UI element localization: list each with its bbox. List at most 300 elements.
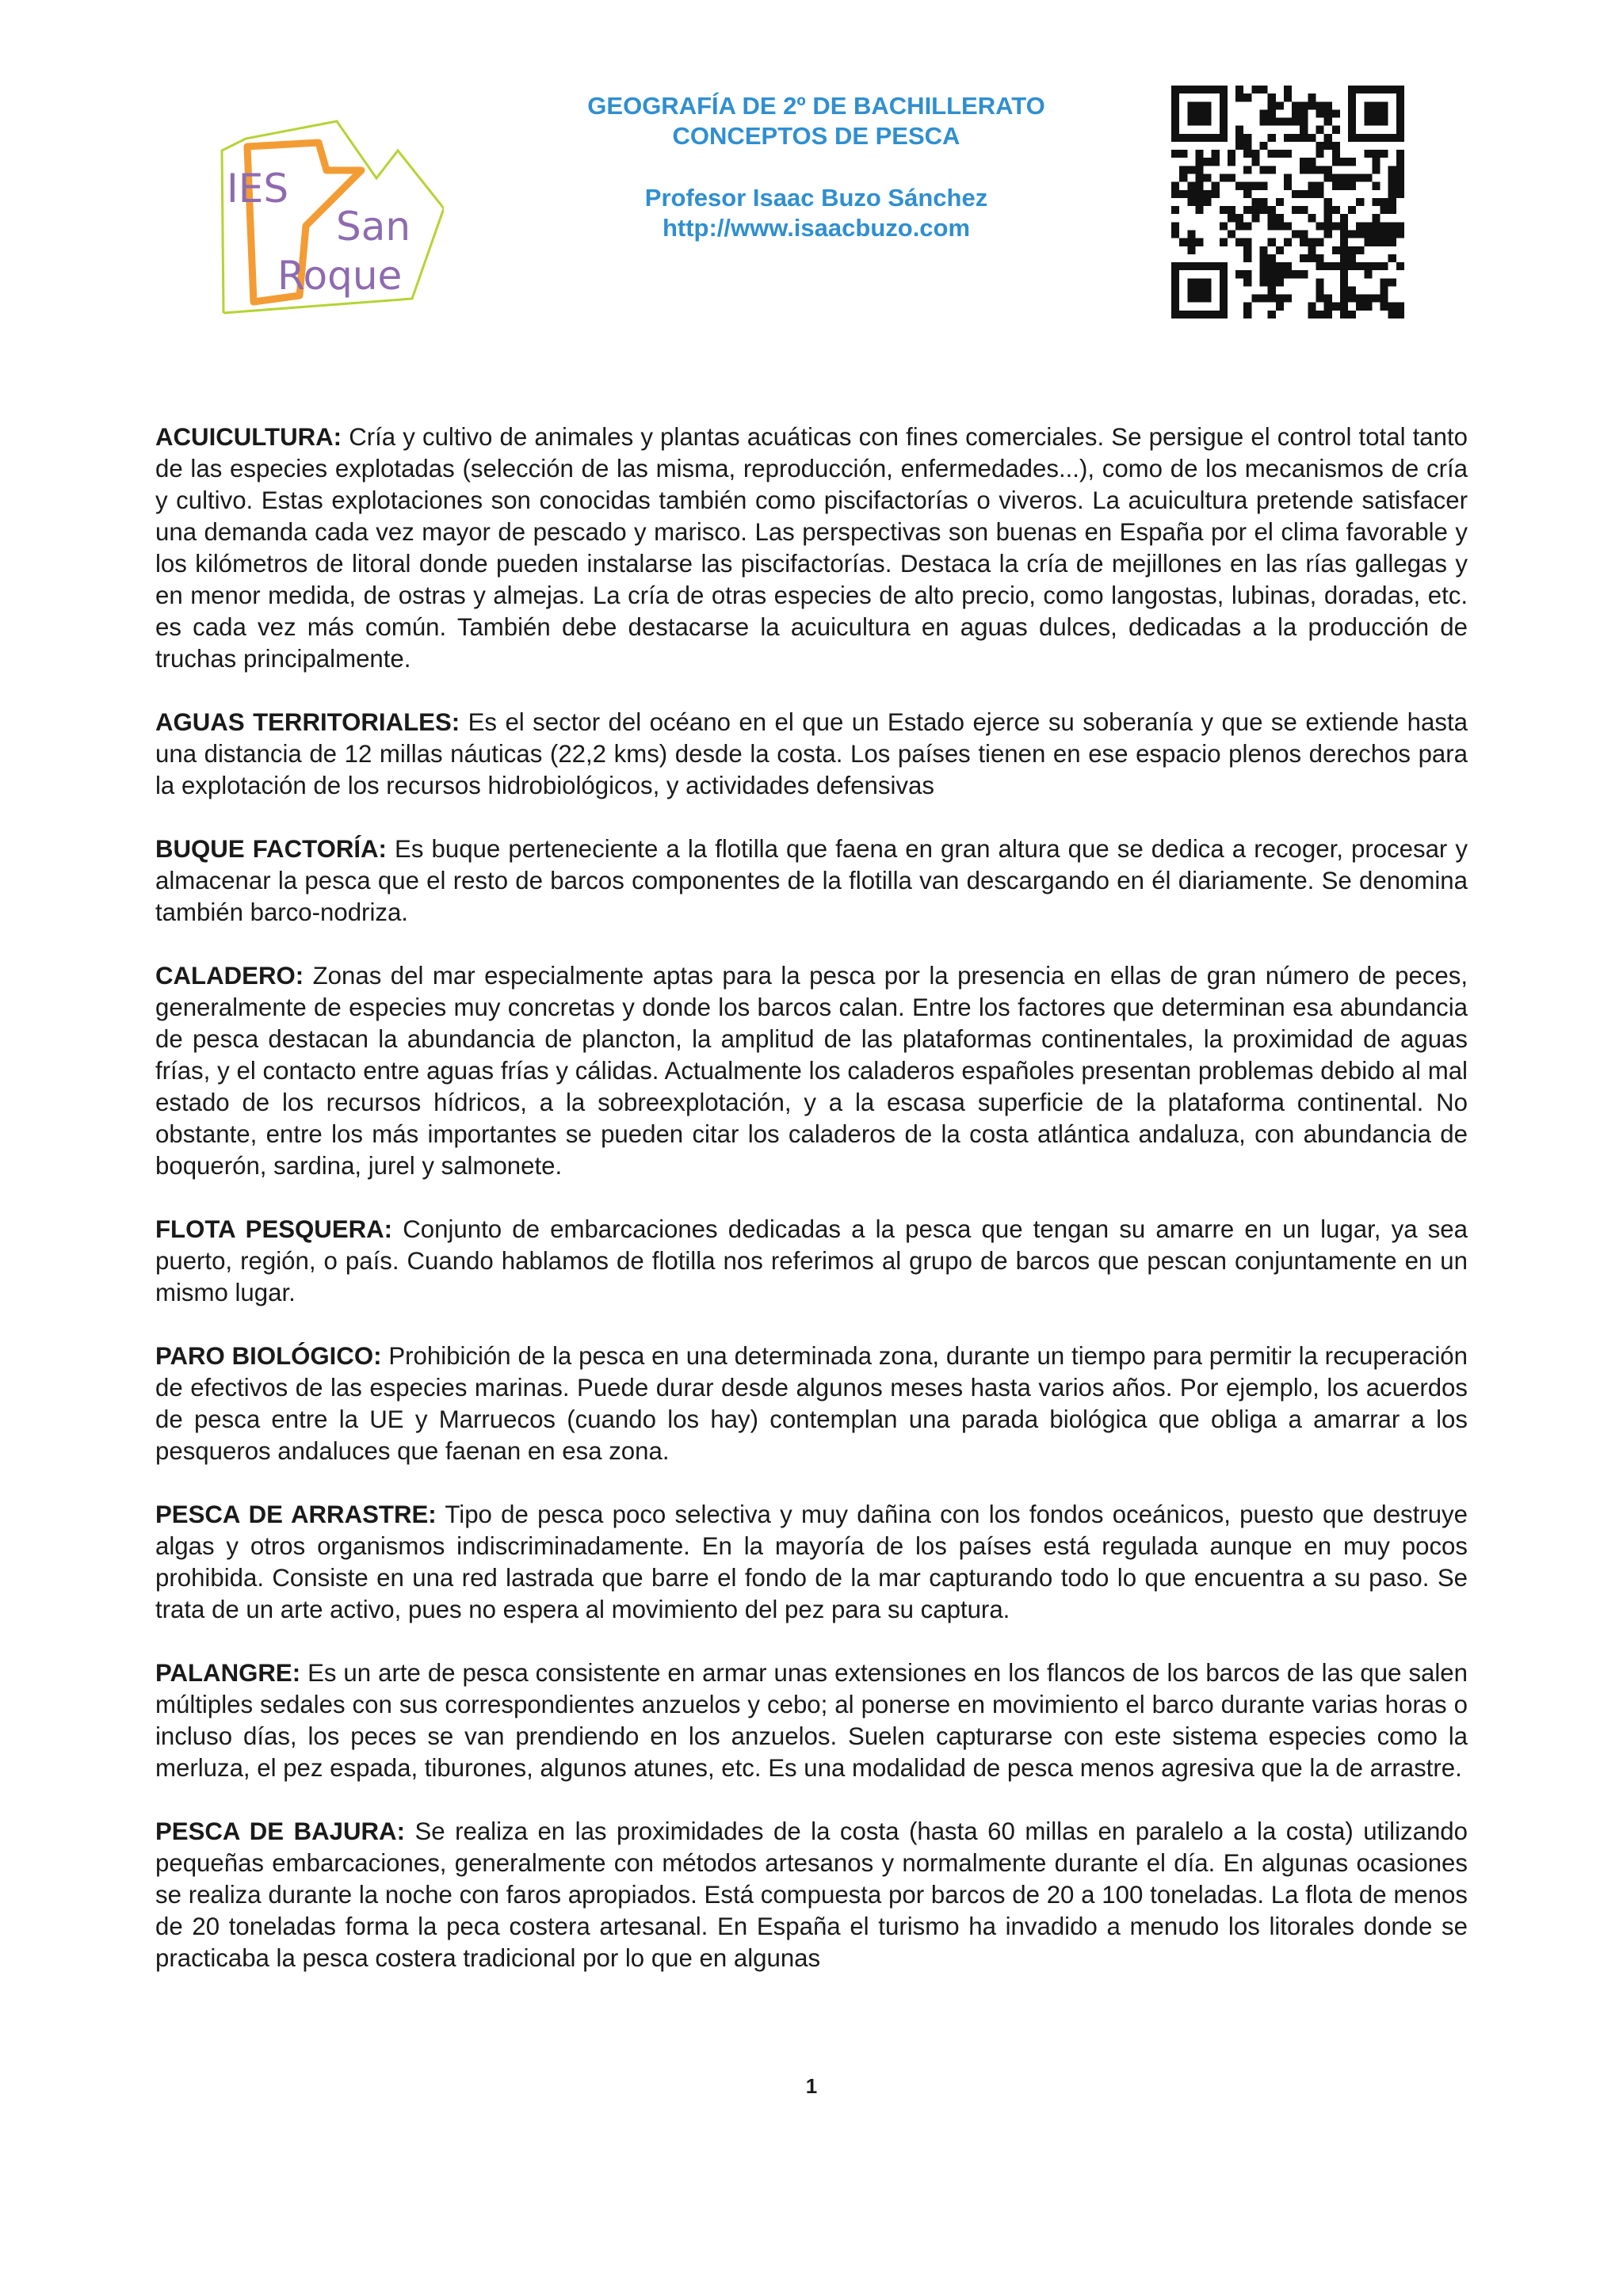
qr-module <box>1316 262 1323 270</box>
qr-module <box>1260 246 1268 254</box>
qr-module <box>1364 174 1372 182</box>
qr-module <box>1356 262 1364 270</box>
qr-module <box>1396 303 1404 311</box>
qr-module <box>1332 174 1340 182</box>
qr-module <box>1260 109 1268 117</box>
qr-module <box>1235 142 1243 150</box>
qr-module <box>1381 295 1388 303</box>
document-header <box>444 91 1189 243</box>
qr-module <box>1324 134 1332 142</box>
qr-module <box>1372 214 1380 222</box>
page-number: 1 <box>805 2074 818 2098</box>
qr-module <box>1316 150 1323 158</box>
qr-module <box>1220 174 1228 182</box>
qr-module <box>1340 182 1348 190</box>
qr-module <box>1348 174 1356 182</box>
logo-text-roque: Roque <box>277 253 403 299</box>
qr-module <box>1356 303 1364 311</box>
qr-module <box>1381 198 1388 206</box>
qr-module <box>1356 222 1364 230</box>
qr-module <box>1276 118 1284 126</box>
qr-module <box>1332 109 1340 117</box>
qr-module <box>1228 214 1235 222</box>
qr-module <box>1396 222 1404 230</box>
qr-module <box>1340 254 1348 262</box>
glossary-entry <box>155 1214 1468 1309</box>
qr-module <box>1308 238 1316 246</box>
qr-module <box>1332 222 1340 230</box>
qr-module <box>1364 262 1372 270</box>
qr-module <box>1372 222 1380 230</box>
qr-module <box>1388 198 1396 206</box>
qr-module <box>1300 126 1308 134</box>
qr-module <box>1340 262 1348 270</box>
qr-module <box>1171 150 1179 158</box>
qr-module <box>1268 278 1276 286</box>
qr-module <box>1381 206 1388 214</box>
qr-module <box>1235 182 1243 190</box>
qr-module <box>1292 109 1300 117</box>
entry-term: ACUICULTURA: <box>155 423 342 451</box>
qr-module <box>1260 142 1268 150</box>
qr-module <box>1332 262 1340 270</box>
qr-module <box>1316 238 1323 246</box>
qr-module <box>1284 262 1292 270</box>
glossary-entry <box>155 833 1468 929</box>
qr-module <box>1260 278 1268 286</box>
qr-module <box>1284 238 1292 246</box>
qr-module <box>1212 150 1220 158</box>
entry-term: BUQUE FACTORÍA: <box>155 835 387 863</box>
qr-module <box>1308 93 1316 101</box>
qr-module <box>1179 238 1187 246</box>
qr-module <box>1308 246 1316 254</box>
qr-module <box>1396 190 1404 198</box>
qr-module <box>1276 198 1284 206</box>
qr-module <box>1308 182 1316 190</box>
qr-module <box>1195 238 1203 246</box>
qr-module <box>1324 166 1332 174</box>
qr-module <box>1396 150 1404 158</box>
qr-module <box>1276 270 1284 278</box>
qr-module <box>1212 190 1220 198</box>
qr-module <box>1332 206 1340 214</box>
qr-module <box>1340 222 1348 230</box>
qr-module <box>1340 303 1348 311</box>
qr-module <box>1332 150 1340 158</box>
qr-module <box>1388 182 1396 190</box>
qr-module <box>1388 222 1396 230</box>
qr-module <box>1300 158 1308 166</box>
qr-module <box>1381 222 1388 230</box>
qr-module <box>1251 206 1259 214</box>
qr-module <box>1308 254 1316 262</box>
qr-module <box>1316 254 1323 262</box>
qr-module <box>1260 262 1268 270</box>
qr-module <box>1340 295 1348 303</box>
qr-module <box>1260 254 1268 262</box>
qr-module <box>1292 270 1300 278</box>
qr-module <box>1228 230 1235 238</box>
qr-module <box>1316 295 1323 303</box>
qr-module <box>1388 190 1396 198</box>
qr-module <box>1235 126 1243 134</box>
qr-module <box>1268 295 1276 303</box>
header-author: Profesor Isaac Buzo Sánchez <box>644 184 988 212</box>
qr-module <box>1316 222 1323 230</box>
qr-module <box>1276 101 1284 109</box>
qr-module <box>1381 303 1388 311</box>
qr-module <box>1316 109 1323 117</box>
qr-module <box>1348 262 1356 270</box>
qr-module <box>1195 182 1203 190</box>
qr-module <box>1300 230 1308 238</box>
qr-module <box>1179 190 1187 198</box>
qr-module <box>1381 238 1388 246</box>
entry-term: AGUAS TERRITORIALES: <box>155 708 460 736</box>
qr-module <box>1300 238 1308 246</box>
glossary-entry <box>155 1499 1468 1626</box>
qr-module <box>1372 262 1380 270</box>
qr-module <box>1243 190 1251 198</box>
qr-module <box>1324 206 1332 214</box>
qr-module <box>1171 206 1179 214</box>
qr-module <box>1396 182 1404 190</box>
qr-module <box>1324 198 1332 206</box>
qr-module <box>1324 142 1332 150</box>
qr-module <box>1235 238 1243 246</box>
qr-module <box>1388 254 1396 262</box>
header-subtitle: CONCEPTOS DE PESCA <box>672 122 960 150</box>
qr-module <box>1228 150 1235 158</box>
qr-module <box>1316 142 1323 150</box>
qr-module <box>1243 150 1251 158</box>
logo-text-ies: IES <box>227 166 289 212</box>
qr-module <box>1396 158 1404 166</box>
qr-module <box>1308 214 1316 222</box>
qr-module <box>1251 214 1259 222</box>
qr-module <box>1364 230 1372 238</box>
qr-module <box>1284 174 1292 182</box>
qr-module <box>1284 118 1292 126</box>
entry-term: PESCA DE BAJURA: <box>155 1817 405 1845</box>
qr-module <box>1195 166 1203 174</box>
qr-module <box>1372 238 1380 246</box>
header-url[interactable]: http://www.isaacbuzo.com <box>662 214 971 242</box>
qr-module <box>1364 238 1372 246</box>
qr-module <box>1316 278 1323 286</box>
entry-term: CALADERO: <box>155 962 304 990</box>
qr-module <box>1251 158 1259 166</box>
qr-module <box>1332 303 1340 311</box>
qr-module <box>1243 303 1251 311</box>
qr-module <box>1212 182 1220 190</box>
entry-term: PALANGRE: <box>155 1659 301 1687</box>
qr-module <box>1340 278 1348 286</box>
qr-module <box>1372 166 1380 174</box>
qr-module <box>1381 262 1388 270</box>
qr-module <box>1284 222 1292 230</box>
qr-module <box>1260 206 1268 214</box>
qr-module <box>1372 158 1380 166</box>
qr-module <box>1268 166 1276 174</box>
qr-module <box>1260 198 1268 206</box>
qr-module <box>1171 230 1179 238</box>
qr-module <box>1356 174 1364 182</box>
qr-module <box>1324 101 1332 109</box>
qr-module <box>1348 286 1356 294</box>
qr-module <box>1243 166 1251 174</box>
qr-module <box>1324 262 1332 270</box>
qr-module <box>1292 206 1300 214</box>
qr-module <box>1300 134 1308 142</box>
qr-module <box>1195 174 1203 182</box>
qr-module <box>1251 182 1259 190</box>
qr-module <box>1340 286 1348 294</box>
qr-module <box>1324 222 1332 230</box>
qr-module <box>1340 311 1348 318</box>
glossary-entry <box>155 1341 1468 1467</box>
qr-module <box>1268 254 1276 262</box>
qr-module <box>1364 270 1372 278</box>
qr-module <box>1356 230 1364 238</box>
qr-module <box>1204 198 1212 206</box>
qr-module <box>1204 190 1212 198</box>
qr-module <box>1284 86 1292 93</box>
qr-module <box>1316 286 1323 294</box>
qr-module <box>1171 222 1179 230</box>
qr-module <box>1340 214 1348 222</box>
qr-module <box>1228 174 1235 182</box>
qr-module <box>1356 198 1364 206</box>
qr-module <box>1243 278 1251 286</box>
qr-module <box>1243 142 1251 150</box>
entry-term: FLOTA PESQUERA: <box>155 1215 393 1243</box>
entry-definition: Zonas del mar especialmente aptas para la pesca por la presencia en ellas de gran número de peces, generalmente de especies muy concretas y donde los barcos calan. Entre los factores que determinan esa abundancia de pesca destacan la abundancia de plancton, la amplitud de las plataformas continentales, la proximidad de aguas frías, y el contacto entre aguas frías y cálidas. Actualmente los caladeros españoles presentan problemas debido al mal estado de los recursos hídricos, a la sobreexplotación, y a la escasa superficie de la plataforma continental. No obstante, entre los más importantes se pueden citar los caladeros de la costa atlántica andaluza, con abundancia de boquerón, sardina, jurel y salmonete. <box>155 962 1468 1180</box>
qr-module <box>1340 238 1348 246</box>
qr-module <box>1268 214 1276 222</box>
qr-module <box>1268 134 1276 142</box>
qr-module <box>1324 295 1332 303</box>
qr-module <box>1284 295 1292 303</box>
qr-module <box>1324 174 1332 182</box>
qr-module <box>1235 86 1243 93</box>
qr-module <box>1243 238 1251 246</box>
qr-module <box>1235 214 1243 222</box>
qr-module <box>1284 182 1292 190</box>
qr-module <box>1276 150 1284 158</box>
qr-module <box>1284 150 1292 158</box>
qr-module <box>1220 222 1228 230</box>
qr-module <box>1195 198 1203 206</box>
qr-module <box>1284 134 1292 142</box>
qr-module <box>1372 150 1380 158</box>
entry-definition: Se realiza en las proximidades de la costa (hasta 60 millas en paralelo a la costa) utilizando pequeñas embarcaciones, generalmente con métodos artesanos y normalmente durante el día. En algunas ocasiones se realiza durante la noche con faros apropiados. Está compuesta por barcos de 20 a 100 toneladas. La flota de menos de 20 toneladas forma la peca costera artesanal. En España el turismo ha invadido a menudo los litorales donde se practicaba la pesca costera tradicional por lo que en algunas <box>155 1817 1468 1972</box>
header-title: GEOGRAFÍA DE 2º DE BACHILLERATO <box>587 92 1045 120</box>
qr-code <box>1171 86 1404 318</box>
qr-module <box>1348 206 1356 214</box>
qr-module <box>1195 190 1203 198</box>
glossary-entry <box>155 960 1468 1182</box>
qr-module <box>1388 278 1396 286</box>
qr-module <box>1324 303 1332 311</box>
qr-module <box>1171 190 1179 198</box>
qr-module <box>1187 198 1195 206</box>
qr-module <box>1171 182 1179 190</box>
qr-module <box>1300 101 1308 109</box>
qr-module <box>1204 174 1212 182</box>
qr-module <box>1308 190 1316 198</box>
qr-module <box>1243 93 1251 101</box>
qr-module <box>1179 174 1187 182</box>
qr-module <box>1243 182 1251 190</box>
qr-module <box>1235 270 1243 278</box>
qr-module <box>1268 101 1276 109</box>
qr-module <box>1243 246 1251 254</box>
entry-definition: Prohibición de la pesca en una determinada zona, durante un tiempo para permitir la recuperación de efectivos de las especies marinas. Puede durar desde algunos meses hasta varios años. Por ejemplo, los acuerdos de pesca entre la UE y Marruecos (cuando los hay) contemplan una parada biológica que obliga a amarrar a los pesqueros andaluces que faenan en esa zona. <box>155 1342 1468 1465</box>
qr-module <box>1388 303 1396 311</box>
glossary-entry <box>155 1816 1468 1974</box>
qr-module <box>1268 206 1276 214</box>
entry-term: PESCA DE ARRASTRE: <box>155 1501 437 1528</box>
qr-module <box>1276 295 1284 303</box>
entry-definition: Es buque perteneciente a la flotilla que faena en gran altura que se dedica a recoger, procesar y almacenar la pesca que el resto de barcos componentes de la flotilla van descargando en él diariamente. Se denomina también barco-nodriza. <box>155 835 1468 926</box>
qr-module <box>1251 295 1259 303</box>
qr-module <box>1396 311 1404 318</box>
qr-module <box>1308 166 1316 174</box>
qr-module <box>1348 182 1356 190</box>
qr-module <box>1243 270 1251 278</box>
qr-module <box>1364 150 1372 158</box>
qr-module <box>1388 174 1396 182</box>
qr-module <box>1179 166 1187 174</box>
qr-module <box>1308 101 1316 109</box>
qr-module <box>1340 246 1348 254</box>
qr-module <box>1195 206 1203 214</box>
qr-module <box>1292 101 1300 109</box>
qr-module <box>1276 303 1284 311</box>
qr-module <box>1316 126 1323 134</box>
qr-module <box>1268 262 1276 270</box>
ies-san-roque-logo <box>214 115 444 321</box>
qr-module <box>1332 142 1340 150</box>
qr-module <box>1364 295 1372 303</box>
qr-module <box>1316 166 1323 174</box>
qr-module <box>1364 222 1372 230</box>
qr-module <box>1332 246 1340 254</box>
qr-module <box>1235 134 1243 142</box>
qr-module <box>1396 166 1404 174</box>
qr-module <box>1308 303 1316 311</box>
qr-module <box>1300 109 1308 117</box>
qr-module <box>1308 311 1316 318</box>
qr-module <box>1316 182 1323 190</box>
qr-module <box>1195 158 1203 166</box>
qr-module <box>1348 246 1356 254</box>
qr-module <box>1388 166 1396 174</box>
qr-module <box>1316 101 1323 109</box>
qr-module <box>1243 134 1251 142</box>
qr-module <box>1235 222 1243 230</box>
qr-module <box>1228 206 1235 214</box>
qr-module <box>1381 150 1388 158</box>
entry-definition: Tipo de pesca poco selectiva y muy dañina con los fondos oceánicos, puesto que destruye algas y otros organismos indiscriminadamente. En la mayoría de los países está regulada aunque en muy pocos prohibida. Consiste en una red lastrada que barre el fondo de la mar capturando todo lo que encuentra a su paso. Se trata de un arte activo, pues no espera al movimiento del pez para su captura. <box>155 1501 1468 1623</box>
qr-module <box>1268 150 1276 158</box>
qr-module <box>1348 230 1356 238</box>
qr-module <box>1260 86 1268 93</box>
qr-module <box>1324 230 1332 238</box>
qr-module <box>1324 311 1332 318</box>
qr-module <box>1268 109 1276 117</box>
qr-module <box>1356 295 1364 303</box>
qr-module <box>1316 311 1323 318</box>
qr-module <box>1300 206 1308 214</box>
glossary-content <box>155 421 1468 2006</box>
qr-module <box>1300 190 1308 198</box>
qr-module <box>1187 190 1195 198</box>
qr-module <box>1308 158 1316 166</box>
qr-module <box>1268 118 1276 126</box>
qr-module <box>1276 278 1284 286</box>
qr-module <box>1284 270 1292 278</box>
entry-definition: Conjunto de embarcaciones dedicadas a la pesca que tengan su amarre en un lugar, ya sea puerto, región, o país. Cuando hablamos de flotilla nos referimos al grupo de barcos que pescan conjuntamente en un mismo lugar. <box>155 1215 1468 1306</box>
qr-module <box>1348 295 1356 303</box>
qr-module <box>1268 286 1276 294</box>
qr-module <box>1292 134 1300 142</box>
qr-module <box>1292 230 1300 238</box>
qr-module <box>1268 270 1276 278</box>
qr-module <box>1268 311 1276 318</box>
glossary-entry <box>155 1657 1468 1784</box>
qr-module <box>1388 206 1396 214</box>
qr-module <box>1179 150 1187 158</box>
qr-module <box>1187 182 1195 190</box>
qr-module <box>1276 214 1284 222</box>
glossary-entry <box>155 707 1468 802</box>
qr-module <box>1187 246 1195 254</box>
qr-module <box>1300 118 1308 126</box>
qr-module <box>1308 134 1316 142</box>
qr-module <box>1396 174 1404 182</box>
entry-definition: Es el sector del océano en el que un Estado ejerce su soberanía y que se extiende hasta una distancia de 12 millas náuticas (22,2 kms) desde la costa. Los países tienen en ese espacio plenos derechos para la explotación de los recursos hidrobiológicos, y actividades defensivas <box>155 708 1468 799</box>
qr-module <box>1324 109 1332 117</box>
qr-module <box>1268 238 1276 246</box>
qr-module <box>1268 93 1276 101</box>
qr-module <box>1300 254 1308 262</box>
qr-module <box>1195 150 1203 158</box>
qr-module <box>1372 182 1380 190</box>
qr-module <box>1372 295 1380 303</box>
entry-definition: Cría y cultivo de animales y plantas acuáticas con fines comerciales. Se persigue el control total tanto de las especies explotadas (selección de las misma, reproducción, enfermedades...), como de los mecanismos de cría y cultivo. Estas explotaciones son conocidas también como piscifactorías o viveros. La acuicultura pretende satisfacer una demanda cada vez mayor de pescado y marisco. Las perspectivas son buenas en España por el clima favorable y los kilómetros de litoral donde pueden instalarse las piscifactorías. Destaca la cría de mejillones en las rías gallegas y en menor medida, de ostras y almejas. La cría de otras especies de alto precio, como langostas, lubinas, doradas, etc. es cada vez más común. También debe destacarse la acuicultura en aguas dulces, dedicadas a la producción de truchas principalmente. <box>155 423 1468 673</box>
qr-module <box>1348 254 1356 262</box>
qr-module <box>1381 286 1388 294</box>
qr-module <box>1340 230 1348 238</box>
qr-module <box>1332 126 1340 134</box>
qr-module <box>1260 166 1268 174</box>
qr-module <box>1356 246 1364 254</box>
logo-text-san: San <box>336 204 411 250</box>
qr-module <box>1260 270 1268 278</box>
qr-module <box>1187 238 1195 246</box>
qr-module <box>1235 93 1243 101</box>
qr-module <box>1251 198 1259 206</box>
qr-module <box>1251 86 1259 93</box>
qr-module <box>1276 262 1284 270</box>
qr-module <box>1220 238 1228 246</box>
qr-module <box>1276 222 1284 230</box>
qr-module <box>1364 303 1372 311</box>
qr-module <box>1243 222 1251 230</box>
